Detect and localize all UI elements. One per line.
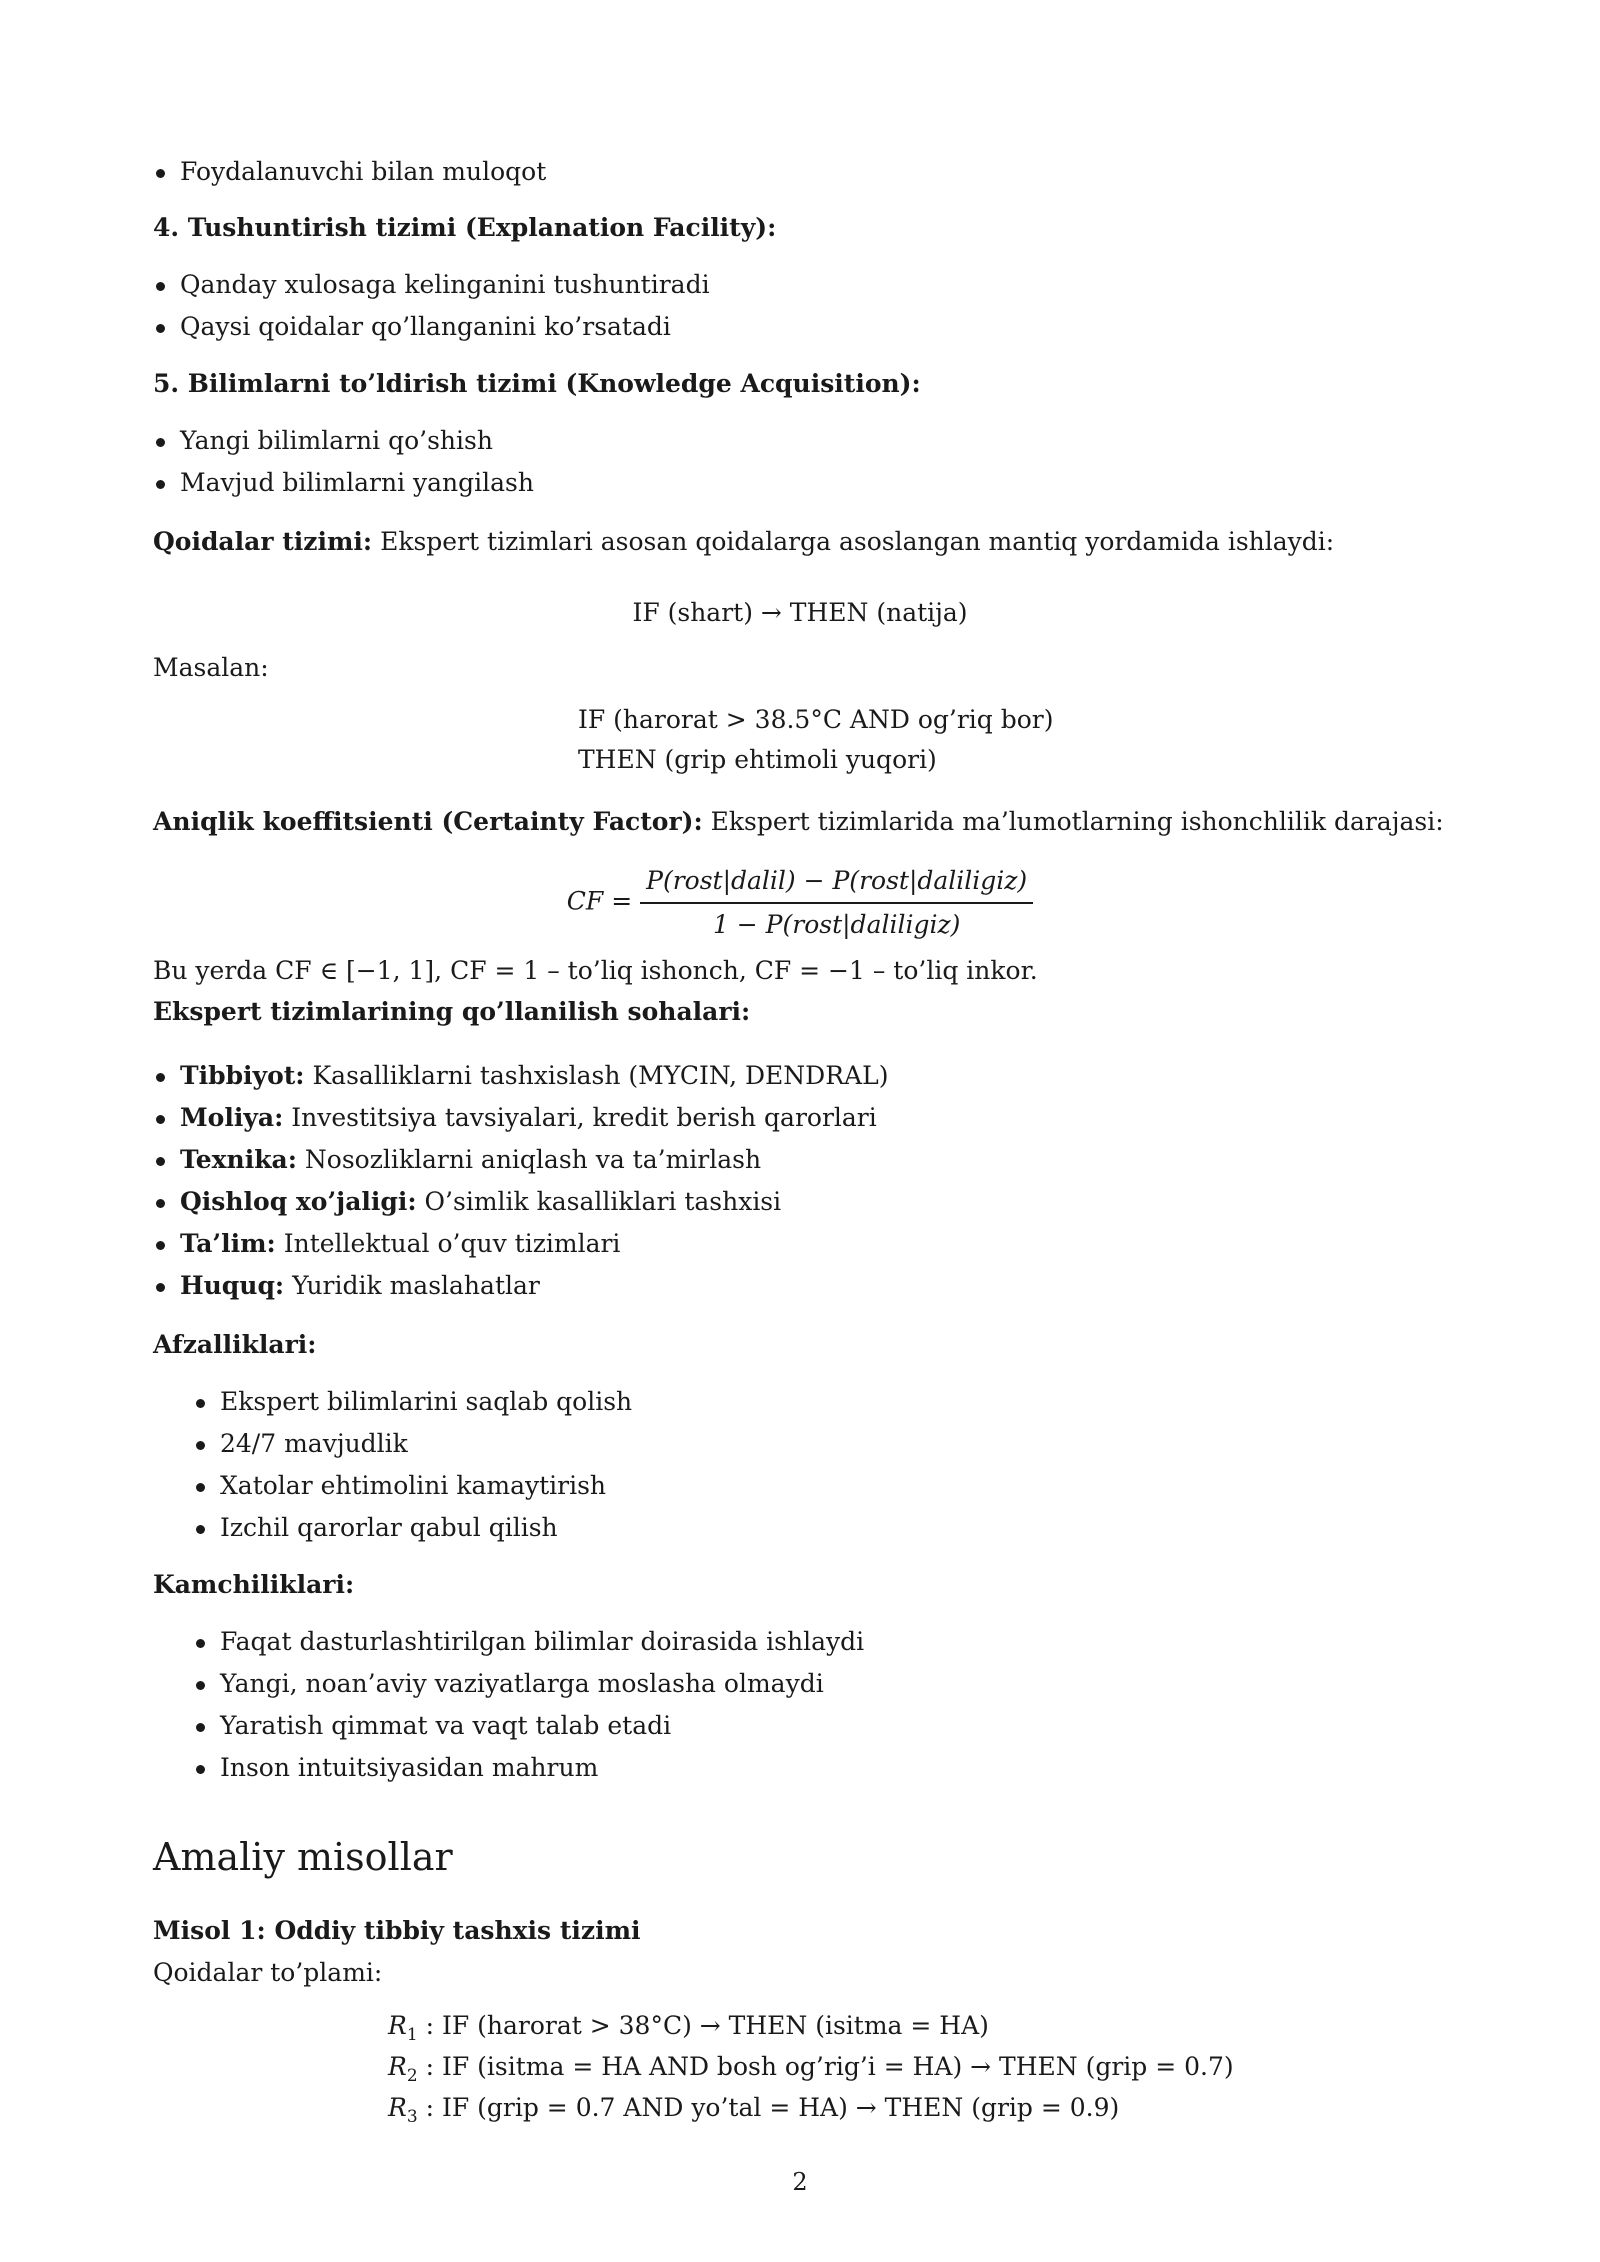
section-heading: Ekspert tizimlarining qo’llanilish sohalari:	[153, 997, 751, 1026]
bullet-text: Foydalanuvchi bilan muloqot	[180, 157, 547, 186]
bullet-text: Faqat dasturlashtirilgan bilimlar doirasida ishlaydi	[220, 1627, 865, 1656]
bullet-text: Izchil qarorlar qabul qilish	[220, 1513, 558, 1542]
bullet-text: Xatolar ehtimolini kamaytirish	[220, 1471, 607, 1500]
bullet-text: Yangi bilimlarni qo’shish	[180, 426, 493, 455]
rule-text: : IF (isitma = HA AND bosh og’rig’i = HA) → THEN (grip = 0.7)	[417, 2052, 1234, 2081]
cf-numerator: P(rost|dalil) − P(rost|daliligiz)	[640, 864, 1033, 904]
area-text: O’simlik kasalliklari tashxisi	[416, 1187, 782, 1216]
section-heading: 4. Tushuntirish tizimi (Explanation Facility):	[153, 213, 777, 242]
bullet-text: Inson intuitsiyasidan mahrum	[220, 1753, 599, 1782]
cf-paragraph	[153, 805, 1444, 839]
section-heading: 5. Bilimlarni to’ldirish tizimi (Knowledge Acquisition):	[153, 369, 921, 398]
bullet-icon	[156, 1199, 165, 1208]
section-title: Amaliy misollar	[153, 1835, 453, 1879]
rule-name: R	[388, 2052, 407, 2081]
area-item	[180, 1059, 888, 1093]
rule-text: : IF (grip = 0.7 AND yo’tal = HA) → THEN (grip = 0.9)	[417, 2093, 1120, 2122]
area-item	[180, 1227, 620, 1261]
cf-denominator: 1 − P(rost|daliligiz)	[712, 910, 961, 939]
area-label: Qishloq xo’jaligi:	[180, 1187, 417, 1216]
area-label: Huquq:	[180, 1271, 285, 1300]
example-line: IF (harorat > 38.5°C AND og’riq bor)	[578, 705, 1054, 734]
section-heading: Kamchiliklari:	[153, 1570, 355, 1599]
bullet-icon	[156, 282, 165, 291]
area-text: Yuridik maslahatlar	[284, 1271, 540, 1300]
rule-index: 1	[406, 2025, 418, 2045]
rule-line	[388, 2050, 1234, 2093]
area-text: Nosozliklarni aniqlash va ta’mirlash	[296, 1145, 762, 1174]
area-text: Intellektual o’quv tizimlari	[275, 1229, 621, 1258]
bullet-icon	[196, 1441, 205, 1450]
bullet-text: Mavjud bilimlarni yangilash	[180, 468, 534, 497]
rule-line	[388, 2009, 989, 2052]
bullet-icon	[196, 1681, 205, 1690]
example-label: Masalan:	[153, 653, 269, 682]
example-subtitle: Qoidalar to’plami:	[153, 1958, 383, 1987]
cf-lhs: CF =	[566, 886, 633, 916]
bullet-icon	[156, 1283, 165, 1292]
area-item	[180, 1101, 877, 1135]
bullet-icon	[156, 169, 165, 178]
bullet-icon	[196, 1483, 205, 1492]
area-item	[180, 1269, 540, 1303]
area-label: Moliya:	[180, 1103, 284, 1132]
rule-line	[388, 2091, 1119, 2134]
area-label: Texnika:	[180, 1145, 297, 1174]
bullet-icon	[196, 1399, 205, 1408]
example-title: Misol 1: Oddiy tibbiy tashxis tizimi	[153, 1916, 641, 1945]
page-number: 2	[792, 2168, 808, 2196]
area-item	[180, 1143, 761, 1177]
rule-index: 3	[406, 2107, 418, 2127]
bullet-icon	[156, 438, 165, 447]
bullet-text: Yangi, noan’aviy vaziyatlarga moslasha olmaydi	[220, 1669, 824, 1698]
section-heading: Afzalliklari:	[153, 1330, 317, 1359]
bullet-icon	[196, 1723, 205, 1732]
bullet-text: Qaysi qoidalar qo’llanganini ko’rsatadi	[180, 312, 671, 341]
bullet-icon	[156, 1157, 165, 1166]
bullet-icon	[196, 1765, 205, 1774]
bullet-text: Ekspert bilimlarini saqlab qolish	[220, 1387, 633, 1416]
cf-formula	[0, 864, 1600, 942]
if-then-formula: IF (shart) → THEN (natija)	[632, 598, 968, 627]
area-label: Tibbiyot:	[180, 1061, 305, 1090]
bullet-icon	[156, 1241, 165, 1250]
bullet-icon	[196, 1639, 205, 1648]
cf-text: Ekspert tizimlarida ma’lumotlarning ishonchlilik darajasi:	[702, 807, 1444, 836]
area-label: Ta’lim:	[180, 1229, 276, 1258]
area-text: Investitsiya tavsiyalari, kredit berish qarorlari	[283, 1103, 877, 1132]
bullet-text: Yaratish qimmat va vaqt talab etadi	[220, 1711, 672, 1740]
example-line: THEN (grip ehtimoli yuqori)	[578, 745, 937, 774]
cf-label: Aniqlik koeffitsienti (Certainty Factor):	[153, 807, 703, 836]
rule-name: R	[388, 2011, 407, 2040]
cf-fraction	[640, 864, 1033, 942]
cf-note: Bu yerda CF ∈ [−1, 1], CF = 1 – to’liq ishonch, CF = −1 – to’liq inkor.	[153, 956, 1038, 985]
rules-paragraph	[153, 525, 1334, 559]
area-text: Kasalliklarni tashxislash (MYCIN, DENDRAL)	[304, 1061, 889, 1090]
bullet-icon	[156, 480, 165, 489]
bullet-text: Qanday xulosaga kelinganini tushuntiradi	[180, 270, 710, 299]
bullet-text: 24/7 mavjudlik	[220, 1429, 408, 1458]
bullet-icon	[156, 324, 165, 333]
bullet-icon	[156, 1115, 165, 1124]
bullet-icon	[156, 1073, 165, 1082]
rule-text: : IF (harorat > 38°C) → THEN (isitma = HA)	[417, 2011, 989, 2040]
rules-text: Ekspert tizimlari asosan qoidalarga asoslangan mantiq yordamida ishlaydi:	[372, 527, 1335, 556]
rule-index: 2	[406, 2066, 418, 2086]
rules-label: Qoidalar tizimi:	[153, 527, 373, 556]
bullet-icon	[196, 1525, 205, 1534]
rule-name: R	[388, 2093, 407, 2122]
area-item	[180, 1185, 781, 1219]
